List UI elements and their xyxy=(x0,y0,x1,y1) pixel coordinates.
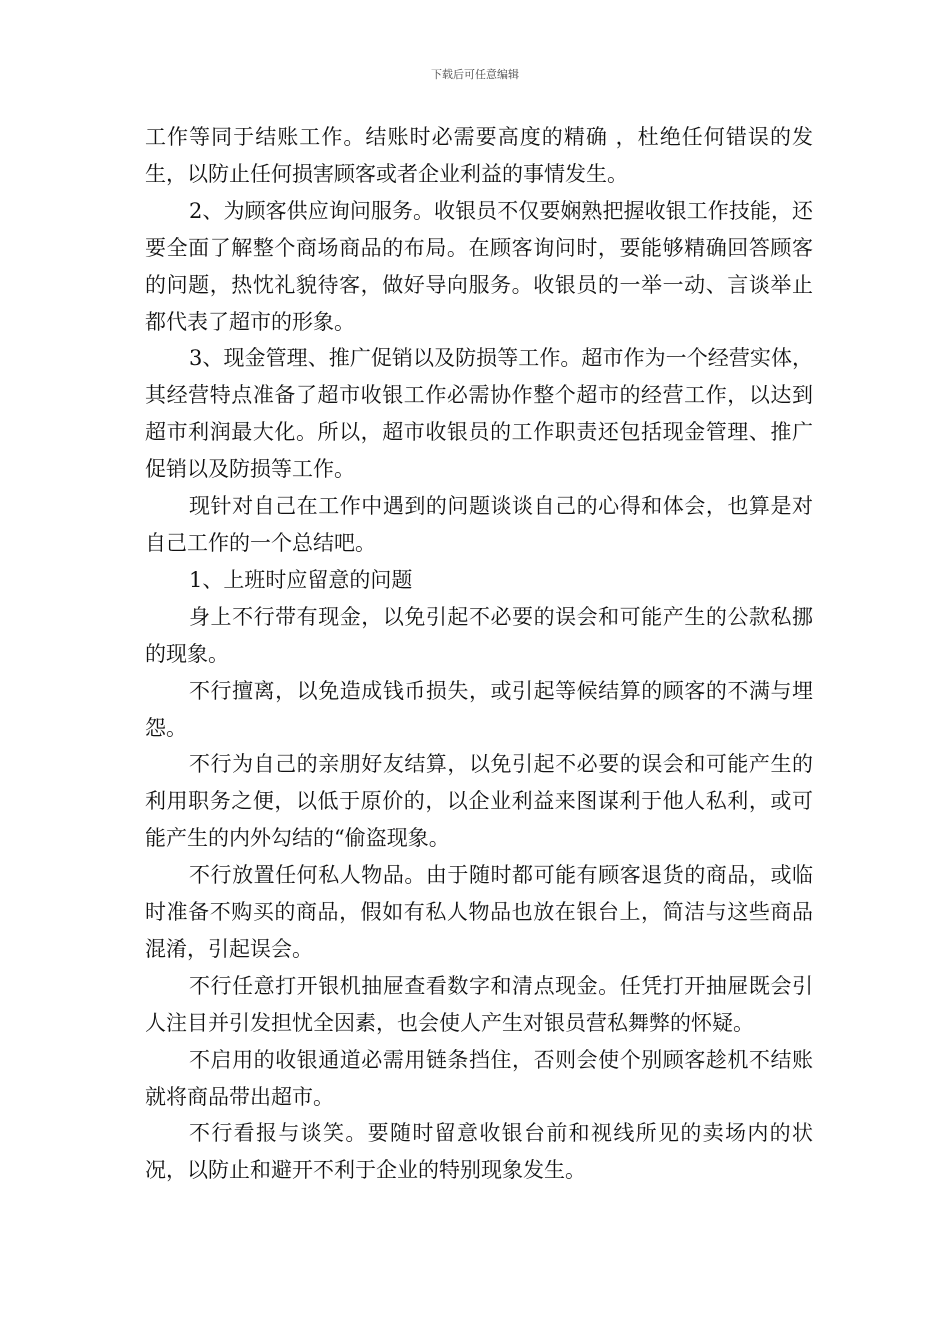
paragraph: 不行任意打开银机抽屉查看数字和清点现金。任凭打开抽屉既会引人注目并引发担忧全因素，也会使人产生对银员营私舞弊的怀疑。 xyxy=(145,973,813,1035)
paragraph: 工作等同于结账工作。结账时必需要高度的精确 ，杜绝任何错误的发生，以防止任何损害顾客或者企业利益的事情发生。 xyxy=(145,125,813,186)
document-body xyxy=(145,119,813,1189)
paragraph: 不行看报与谈笑。要随时留意收银台前和视线所见的卖场内的状况，以防止和避开不利于企业的特别现象发生。 xyxy=(145,1121,813,1183)
paragraph: 2、为顾客供应询问服务。收银员不仅要娴熟把握收银工作技能，还要全面了解整个商场商品的布局。在顾客询问时，要能够精确回答顾客的问题，热忱礼貌待客，做好导向服务。收银员的一举一动、言谈举止都代表了超市的形象。 xyxy=(145,198,813,334)
paragraph: 身上不行带有现金，以免引起不必要的误会和可能产生的公款私挪的现象。 xyxy=(145,604,813,666)
paragraph: 现针对自己在工作中遇到的问题谈谈自己的心得和体会，也算是对自己工作的一个总结吧。 xyxy=(145,494,813,555)
paragraph: 不行放置任何私人物品。由于随时都可能有顾客退货的商品，或临时准备不购买的商品，假如有私人物品也放在银台上，简洁与这些商品混淆，引起误会。 xyxy=(145,863,813,961)
paragraph: 不行为自己的亲朋好友结算，以免引起不必要的误会和可能产生的利用职务之便，以低于原价的，以企业利益来图谋利于他人私利，或可能产生的内外勾结的“偷盗现象。 xyxy=(145,752,813,851)
section-heading: 1、上班时应留意的问题 xyxy=(189,567,413,592)
page-header: 下载后可任意编辑 xyxy=(431,68,519,81)
paragraph: 不行擅离，以免造成钱币损失，或引起等候结算的顾客的不满与埋怨。 xyxy=(145,678,813,740)
paragraph: 3、现金管理、推广促销以及防损等工作。超市作为一个经营实体，其经营特点准备了超市收银工作必需协作整个超市的经营工作，以达到超市利润最大化。所以，超市收银员的工作职责还包括现金管理、推广促销以及防损等工作。 xyxy=(145,346,813,482)
paragraph: 不启用的收银通道必需用链条挡住，否则会使个别顾客趁机不结账就将商品带出超市。 xyxy=(145,1047,813,1109)
